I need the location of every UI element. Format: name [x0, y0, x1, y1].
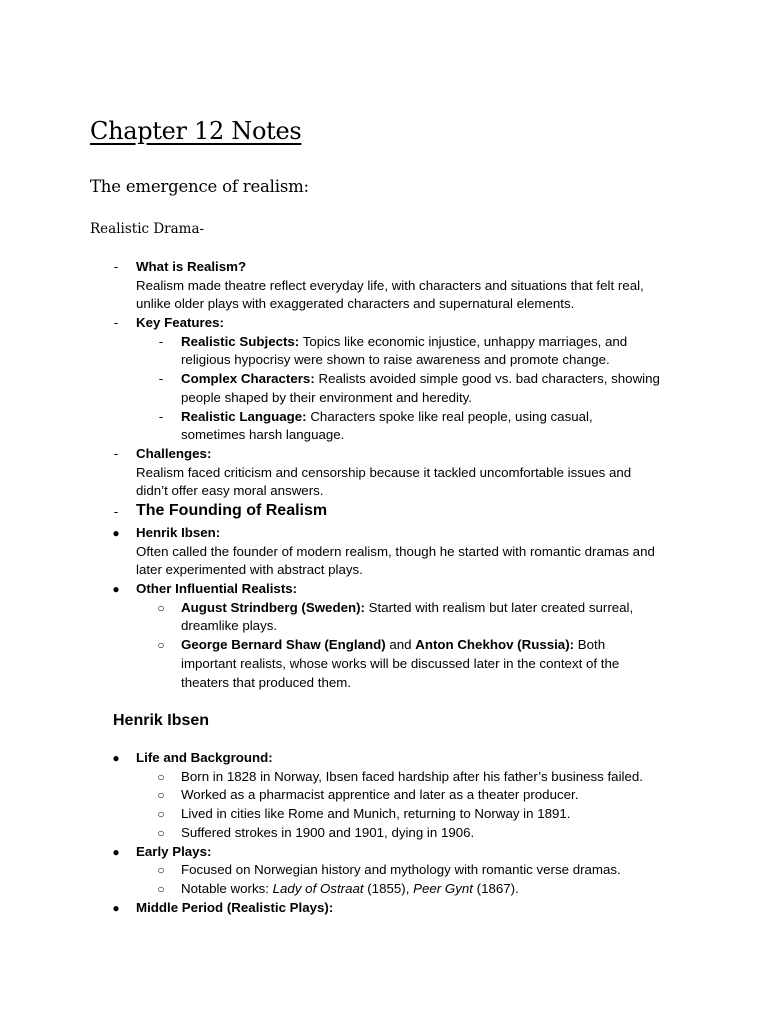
item-text: and: [385, 637, 416, 653]
dash-marker: -: [113, 446, 119, 461]
item-line: [181, 599, 633, 618]
item-line: [181, 408, 593, 427]
item-text: (1867).: [472, 880, 519, 896]
item-label: Complex Characters:: [181, 371, 315, 387]
item-label: Challenges:: [136, 446, 212, 461]
item-text: Born in 1828 in Norway, Ibsen faced hardship after his father’s business failed.: [181, 768, 643, 784]
item-text: Characters spoke like real people, using casual,: [306, 408, 593, 424]
subsection-heading: Realistic Drama-: [90, 221, 205, 237]
item-text: important realists, whose works will be discussed later in the context of the: [181, 655, 620, 671]
item-text: Suffered strokes in 1900 and 1901, dying in 1906.: [181, 824, 475, 840]
circle-marker: ○: [157, 788, 165, 803]
item-text: later experimented with abstract plays.: [136, 562, 363, 578]
dash-marker: -: [158, 408, 164, 424]
circle-marker: ○: [157, 863, 165, 878]
item-label: Middle Period (Realistic Plays):: [136, 899, 334, 915]
circle-marker: ○: [157, 638, 165, 653]
item-label: Life and Background:: [136, 750, 273, 765]
item-label: August Strindberg (Sweden):: [181, 599, 365, 615]
item-line: [181, 370, 660, 389]
dash-marker: -: [113, 315, 119, 331]
item-text: Notable works:: [181, 880, 273, 896]
circle-marker: ○: [157, 600, 165, 615]
ibsen-section-heading: Henrik Ibsen: [113, 712, 210, 729]
circle-marker: ○: [157, 769, 165, 784]
bullet-marker: ●: [112, 751, 120, 765]
item-text: (1855),: [363, 880, 414, 896]
bullet-marker: ●: [112, 582, 120, 597]
item-text: unlike older plays with exaggerated characters and supernatural elements.: [136, 296, 575, 312]
bullet-marker: ●: [112, 900, 120, 915]
item-text: theaters that produced them.: [181, 674, 352, 690]
work-title: Lady of Ostraat: [272, 880, 364, 896]
founding-heading: The Founding of Realism: [136, 502, 328, 519]
item-text: Worked as a pharmacist apprentice and later as a theater producer.: [181, 787, 579, 803]
item-text: Focused on Norwegian history and mythology with romantic verse dramas.: [181, 862, 621, 878]
item-text: Realism faced criticism and censorship because it tackled uncomfortable issues and: [136, 464, 632, 480]
item-text: Lived in cities like Rome and Munich, returning to Norway in 1891.: [181, 806, 571, 822]
item-label: What is Realism?: [136, 259, 247, 274]
item-text: sometimes harsh language.: [181, 427, 345, 443]
item-text: Often called the founder of modern realism, though he started with romantic dramas and: [136, 543, 655, 559]
dash-marker: -: [158, 333, 164, 349]
dash-marker: -: [158, 371, 164, 387]
circle-marker: ○: [157, 881, 165, 896]
item-text: Realism made theatre reflect everyday life, with characters and situations that felt real,: [136, 277, 644, 293]
dash-marker: -: [113, 504, 119, 519]
item-text: didn’t offer easy moral answers.: [136, 483, 324, 499]
item-line: [181, 333, 627, 352]
item-text: religious hypocrisy were shown to raise awareness and promote change.: [181, 352, 610, 368]
item-text: people shaped by their environment and heredity.: [181, 389, 472, 405]
circle-marker: ○: [157, 807, 165, 822]
work-title: Peer Gynt: [413, 880, 473, 896]
bullet-marker: ●: [112, 844, 120, 859]
item-text: Both: [574, 637, 606, 653]
item-label: Key Features:: [136, 315, 224, 331]
item-label: Henrik Ibsen:: [136, 525, 221, 540]
circle-marker: ○: [157, 825, 165, 840]
bullet-marker: ●: [112, 526, 120, 540]
page-title: Chapter 12 Notes: [90, 117, 302, 145]
section-heading: The emergence of realism:: [90, 177, 309, 196]
item-text: Started with realism but later created surreal,: [364, 599, 634, 615]
item-label: Realistic Language:: [181, 408, 307, 424]
item-label: Realistic Subjects:: [181, 333, 300, 349]
item-text: dreamlike plays.: [181, 618, 278, 634]
item-line: [181, 880, 519, 899]
item-text: Topics like economic injustice, unhappy marriages, and: [299, 333, 628, 349]
item-label: George Bernard Shaw (England): [181, 637, 386, 653]
dash-marker: -: [113, 259, 119, 274]
item-label: Anton Chekhov (Russia):: [415, 637, 575, 653]
item-label: Other Influential Realists:: [136, 581, 298, 597]
item-text: Realists avoided simple good vs. bad characters, showing: [314, 371, 660, 387]
item-label: Early Plays:: [136, 843, 212, 859]
item-line: [181, 636, 605, 655]
